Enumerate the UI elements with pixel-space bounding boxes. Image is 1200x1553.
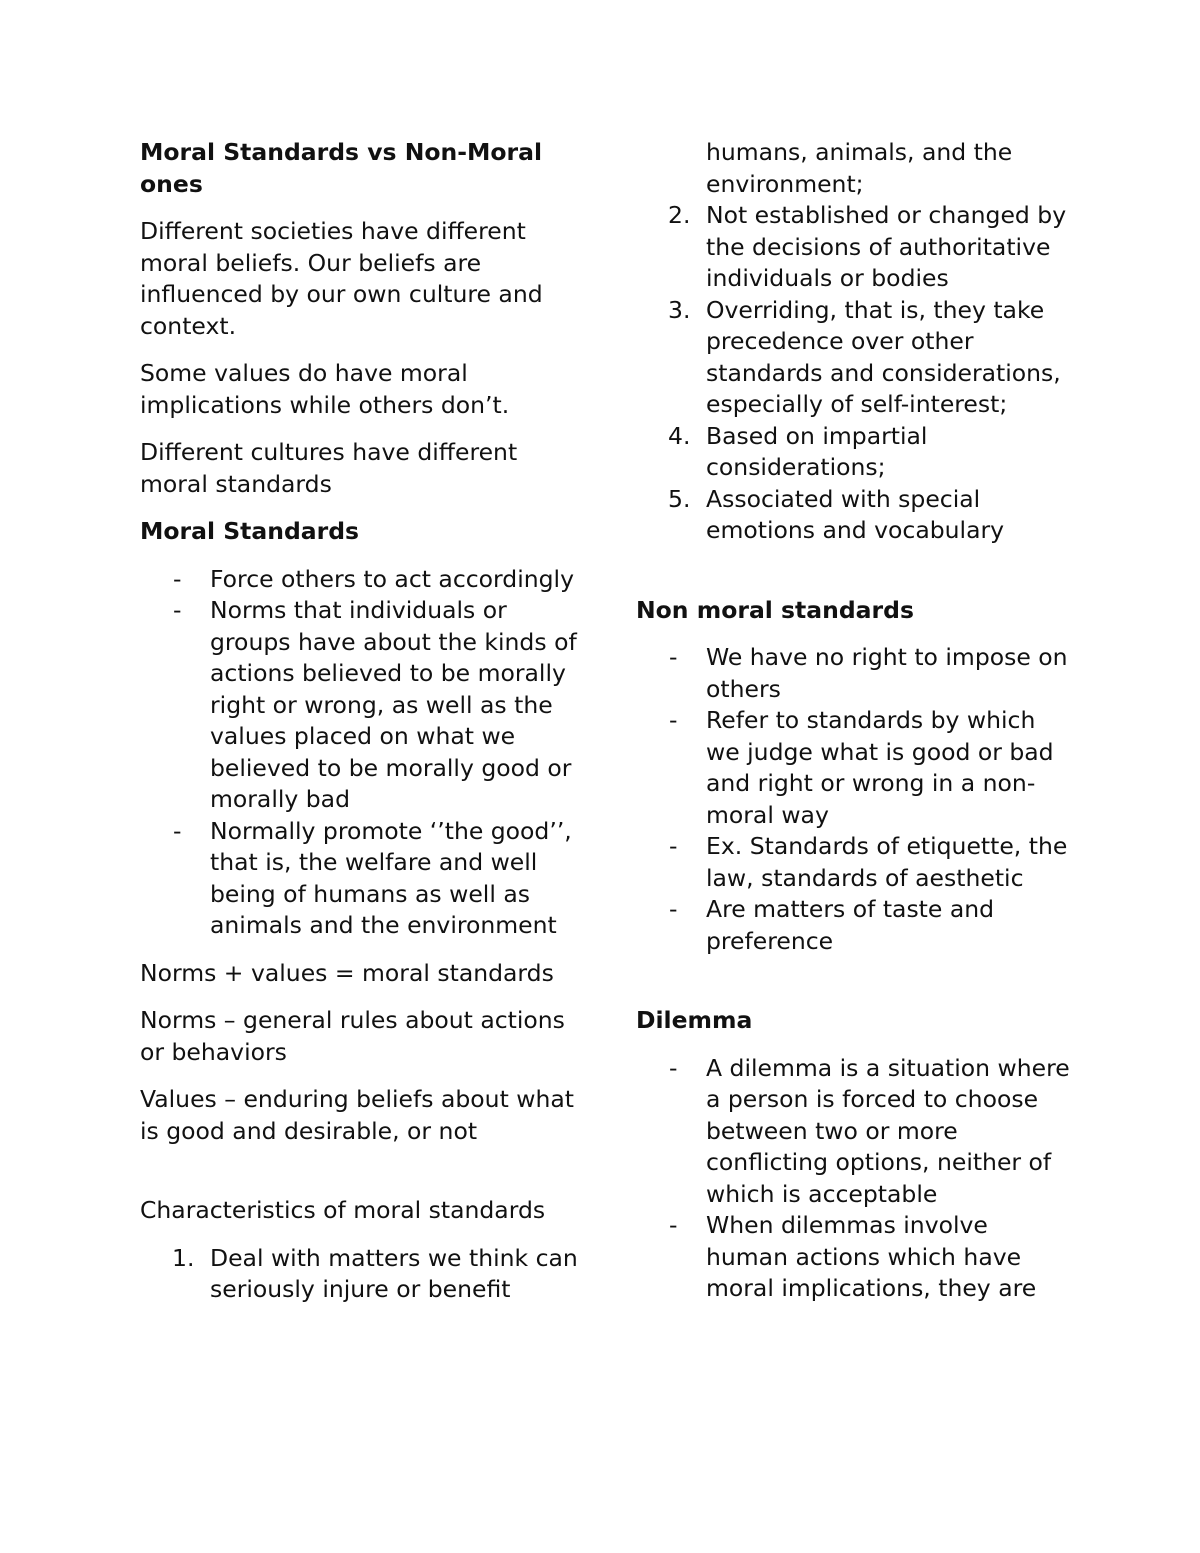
moral-standards-list [140,564,580,942]
intro-paragraph: Different cultures have different moral standards [140,438,518,498]
dash-marker: - [669,706,678,734]
non-moral-standards-list [636,642,1076,957]
list-item-text: When dilemmas involve human actions which have moral implications, they are [706,1211,1037,1302]
list-item [140,595,580,816]
list-item [140,1243,580,1306]
left-column [140,137,580,1322]
intro-paragraph: Some values do have moral implications while others don’t. [140,359,510,419]
dash-marker: - [173,596,182,624]
dash-marker: - [669,643,678,671]
document-title: Moral Standards vs Non-Moral ones [140,138,543,198]
number-marker: 2. [668,201,691,229]
right-column [636,137,1076,1321]
number-marker: 5. [668,484,691,513]
list-item-text: Not established or changed by the decisions of authoritative individuals or bodies [706,201,1067,292]
list-item [636,705,1076,831]
spacer [636,973,1076,1005]
intro-paragraph: Different societies have different moral beliefs. Our beliefs are influenced by our own culture and context. [140,217,543,340]
list-item-text: Associated with special emotions and vocabulary [706,484,1005,544]
list-item [636,894,1076,957]
list-item [636,1210,1076,1305]
list-item-text: Refer to standards by which we judge what is good or bad and right or wrong in a non-moral way [706,706,1054,829]
dash-marker: - [669,895,678,923]
list-item-text: Force others to act accordingly [210,564,574,593]
dash-marker: - [669,832,678,860]
list-item [636,137,1076,200]
list-item-text: Normally promote ‘’the good’’, that is, the welfare and well being of humans as well as animals and the environment [210,816,572,939]
list-item [636,200,1076,295]
dilemma-list [636,1053,1076,1305]
list-item [140,564,580,596]
definition-paragraph: Norms + values = moral standards [140,958,554,987]
list-item [636,295,1076,421]
dash-marker: - [173,816,182,845]
list-item [636,484,1076,547]
list-item-text: Based on impartial considerations; [706,421,928,481]
dash-marker: - [669,1211,678,1239]
list-item-text: We have no right to impose on others [706,643,1068,703]
list-item [636,1053,1076,1211]
list-item-text: humans, animals, and the environment; [706,138,1013,198]
characteristics-list [140,1243,580,1306]
list-item-text: Ex. Standards of etiquette, the law, standards of aesthetic [706,832,1068,892]
list-item-text: Overriding, that is, they take precedence over other standards and considerations, especially of self-interest; [706,295,1061,418]
characteristics-heading: Characteristics of moral standards [140,1196,546,1224]
non-moral-standards-heading: Non moral standards [636,595,914,624]
dilemma-heading: Dilemma [636,1006,753,1034]
number-marker: 4. [668,421,691,450]
spacer [636,563,1076,595]
moral-standards-heading: Moral Standards [140,517,360,545]
definition-paragraph: Norms – general rules about actions or behaviors [140,1006,565,1066]
list-item-text: Are matters of taste and preference [706,895,995,955]
list-item-text: Norms that individuals or groups have about the kinds of actions believed to be morally right or wrong, as well as the values placed on what we believed to be morally good or morally bad [210,596,577,813]
definition-paragraph: Values – enduring beliefs about what is good and desirable, or not [140,1085,574,1145]
number-marker: 1. [172,1243,195,1272]
list-item [140,816,580,942]
dash-marker: - [669,1053,678,1082]
list-item [636,421,1076,484]
dash-marker: - [173,564,182,593]
list-item [636,642,1076,705]
list-item-text: Deal with matters we think can seriously injure or benefit [210,1243,578,1303]
list-item [636,831,1076,894]
number-marker: 3. [668,295,691,324]
spacer [140,1163,580,1195]
list-item-text: A dilemma is a situation where a person is forced to choose between two or more conflicting options, neither of which is acceptable [706,1053,1070,1208]
characteristics-list-continued [636,137,1076,547]
